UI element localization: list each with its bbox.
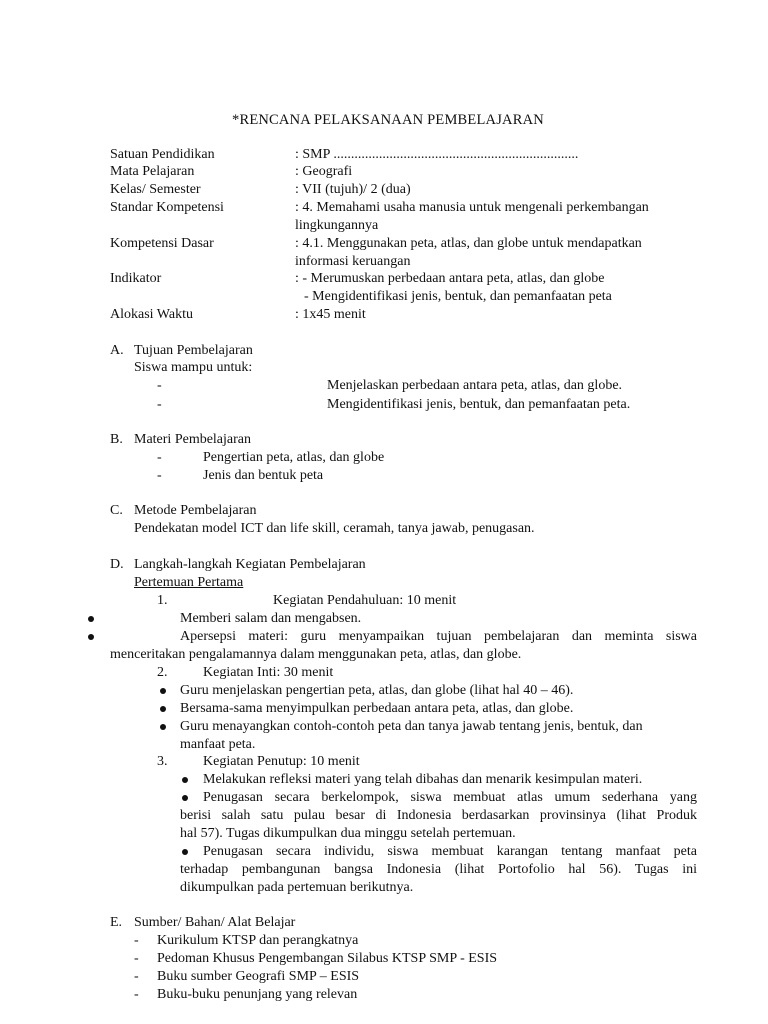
section-a-item-dash: -: [157, 397, 162, 412]
bullet-icon: [160, 706, 166, 712]
step2-bullet-1: Guru menjelaskan pengertian peta, atlas, dan globe (lihat hal 40 – 46).: [180, 683, 574, 698]
section-e-item: Buku sumber Geografi SMP – ESIS: [157, 969, 360, 984]
section-a-letter: A.: [110, 343, 124, 358]
step3-bullet-1: Melakukan refleksi materi yang telah dibahas dan menarik kesimpulan materi.: [203, 772, 643, 787]
section-d-heading: Langkah-langkah Kegiatan Pembelajaran: [134, 557, 366, 572]
step3-bullet-2-line2: berisi salah satu pulau besar di Indonesia berdasarkan provinsinya (lihat Produk: [180, 808, 697, 823]
step1-bullet-1: Memberi salam dan mengabsen.: [180, 611, 362, 626]
section-a-item-dash: -: [157, 378, 162, 393]
section-c-letter: C.: [110, 503, 123, 518]
section-e-item-dash: -: [134, 969, 139, 984]
kd-label: Kompetensi Dasar: [110, 236, 214, 251]
section-a-item: Menjelaskan perbedaan antara peta, atlas, dan globe.: [327, 378, 623, 393]
section-a-item: Mengidentifikasi jenis, bentuk, dan pemanfaatan peta.: [327, 397, 631, 412]
section-e-item-dash: -: [134, 951, 139, 966]
section-e-item: Kurikulum KTSP dan perangkatnya: [157, 933, 359, 948]
step2-bullet-3-line2: manfaat peta.: [180, 737, 256, 752]
section-e-letter: E.: [110, 915, 123, 930]
satuan-label: Satuan Pendidikan: [110, 147, 215, 162]
sk-value-line2: lingkungannya: [295, 218, 379, 233]
bullet-icon: [160, 688, 166, 694]
section-b-item-dash: -: [157, 450, 162, 465]
kelas-label: Kelas/ Semester: [110, 182, 201, 197]
alokasi-value: : 1x45 menit: [295, 307, 366, 322]
section-b-item-dash: -: [157, 468, 162, 483]
step1-number: 1.: [157, 593, 168, 608]
kd-value-line2: informasi keruangan: [295, 254, 411, 269]
sk-value-line1: : 4. Memahami usaha manusia untuk mengenali perkembangan: [295, 200, 649, 215]
step1-title: Kegiatan Pendahuluan: 10 menit: [273, 593, 457, 608]
section-b-letter: B.: [110, 432, 123, 447]
bullet-icon: [88, 634, 94, 640]
section-c-heading: Metode Pembelajaran: [134, 503, 257, 518]
mapel-value: : Geografi: [295, 164, 353, 179]
satuan-value: : SMP ......................................................................: [295, 147, 579, 162]
section-c-text: Pendekatan model ICT dan life skill, ceramah, tanya jawab, penugasan.: [134, 521, 535, 536]
step3-title: Kegiatan Penutup: 10 menit: [203, 754, 360, 769]
step3-bullet-2-line1: Penugasan secara berkelompok, siswa membuat atlas umum sederhana yang: [203, 790, 697, 805]
step2-title: Kegiatan Inti: 30 menit: [203, 665, 334, 680]
indikator-value-line1: : - Merumuskan perbedaan antara peta, atlas, dan globe: [295, 271, 605, 286]
bullet-icon: [88, 616, 94, 622]
document-title: *RENCANA PELAKSANAAN PEMBELAJARAN: [232, 112, 544, 128]
step2-number: 2.: [157, 665, 168, 680]
kd-value-line1: : 4.1. Menggunakan peta, atlas, dan globe untuk mendapatkan: [295, 236, 642, 251]
section-e-heading: Sumber/ Bahan/ Alat Belajar: [134, 915, 296, 930]
step3-bullet-3-line2: terhadap pembangunan bangsa Indonesia (lihat Portofolio hal 56). Tugas ini: [180, 862, 697, 877]
mapel-label: Mata Pelajaran: [110, 164, 195, 179]
section-e-item: Pedoman Khusus Pengembangan Silabus KTSP SMP - ESIS: [157, 951, 498, 966]
indikator-value-line2: - Mengidentifikasi jenis, bentuk, dan pemanfaatan peta: [304, 289, 612, 304]
alokasi-label: Alokasi Waktu: [110, 307, 193, 322]
kelas-value: : VII (tujuh)/ 2 (dua): [295, 182, 411, 197]
step3-bullet-2-line3: hal 57). Tugas dikumpulkan dua minggu setelah pertemuan.: [180, 826, 516, 841]
step3-number: 3.: [157, 754, 168, 769]
step3-bullet-3-line3: dikumpulkan pada pertemuan berikutnya.: [180, 880, 414, 895]
section-a-heading: Tujuan Pembelajaran: [134, 343, 253, 358]
section-d-letter: D.: [110, 557, 124, 572]
section-b-item: Pengertian peta, atlas, dan globe: [203, 450, 385, 465]
section-a-intro: Siswa mampu untuk:: [134, 360, 253, 375]
bullet-icon: [182, 777, 188, 783]
step2-bullet-2: Bersama-sama menyimpulkan perbedaan antara peta, atlas, dan globe.: [180, 701, 574, 716]
step1-bullet-2-line2: menceritakan pengalamannya dalam menggunakan peta, atlas, dan globe.: [110, 647, 522, 662]
section-e-item-dash: -: [134, 933, 139, 948]
bullet-icon: [182, 849, 188, 855]
section-e-item-dash: -: [134, 987, 139, 1002]
step3-bullet-3-line1: Penugasan secara individu, siswa membuat karangan tentang manfaat peta: [203, 844, 697, 859]
section-b-heading: Materi Pembelajaran: [134, 432, 252, 447]
meeting-title: Pertemuan Pertama: [134, 575, 244, 590]
bullet-icon: [182, 795, 188, 801]
section-b-item: Jenis dan bentuk peta: [203, 468, 324, 483]
bullet-icon: [160, 724, 166, 730]
step1-bullet-2-line1: Apersepsi materi: guru menyampaikan tujuan pembelajaran dan meminta siswa: [180, 629, 697, 644]
step2-bullet-3-line1: Guru menayangkan contoh-contoh peta dan tanya jawab tentang jenis, bentuk, dan: [180, 719, 643, 734]
indikator-label: Indikator: [110, 271, 162, 286]
section-e-item: Buku-buku penunjang yang relevan: [157, 987, 358, 1002]
sk-label: Standar Kompetensi: [110, 200, 224, 215]
